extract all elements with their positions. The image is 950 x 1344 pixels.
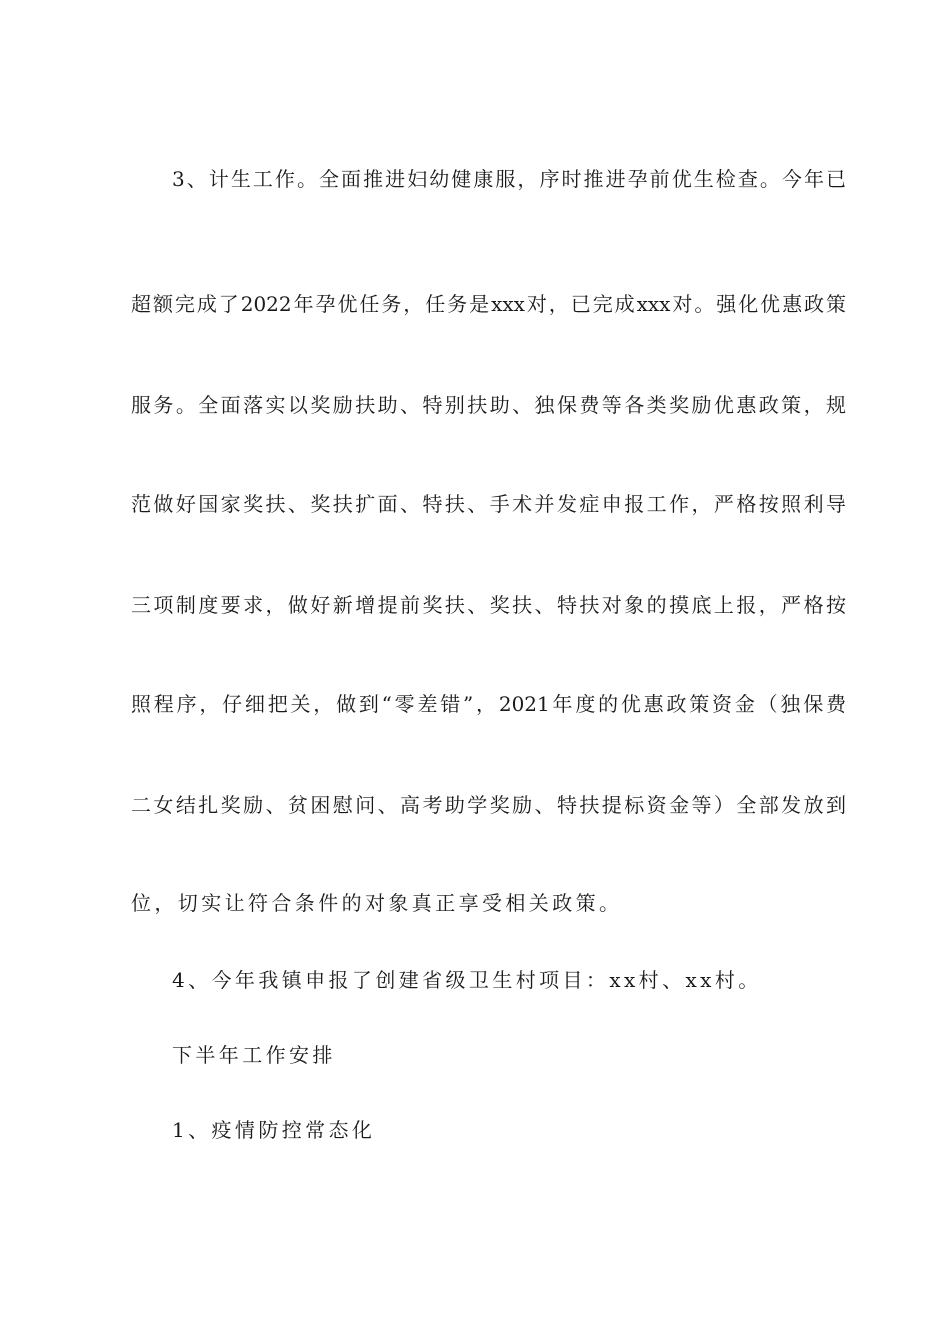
paragraph-3-line-8: 位，切实让符合条件的对象真正享受相关政策。 [131,891,623,915]
paragraph-3-line-1: 3、计生工作。全面推进妇幼健康服，序时推进孕前优生检查。今年已 [172,167,846,191]
paragraph-3-line-7: 二女结扎奖励、贫困慰问、高考助学奖励、特扶提标资金等）全部发放到 [131,793,846,817]
paragraph-3-line-5: 三项制度要求，做好新增提前奖扶、奖扶、特扶对象的摸底上报，严格按 [131,593,846,617]
paragraph-4: 4、今年我镇申报了创建省级卫生村项目：xx村、xx村。 [172,968,762,992]
paragraph-3-line-6: 照程序，仔细把关，做到“零差错”，2021年度的优惠政策资金（独保费 [131,692,846,716]
section-heading: 下半年工作安排 [172,1043,336,1067]
list-item-1: 1、疫情防控常态化 [172,1118,376,1142]
paragraph-3-line-2: 超额完成了2022年孕优任务，任务是xxx对，已完成xxx对。强化优惠政策 [131,292,846,316]
paragraph-3-line-3: 服务。全面落实以奖励扶助、特别扶助、独保费等各类奖励优惠政策，规 [131,393,846,417]
paragraph-3-line-4: 范做好国家奖扶、奖扶扩面、特扶、手术并发症申报工作，严格按照利导 [131,492,846,516]
